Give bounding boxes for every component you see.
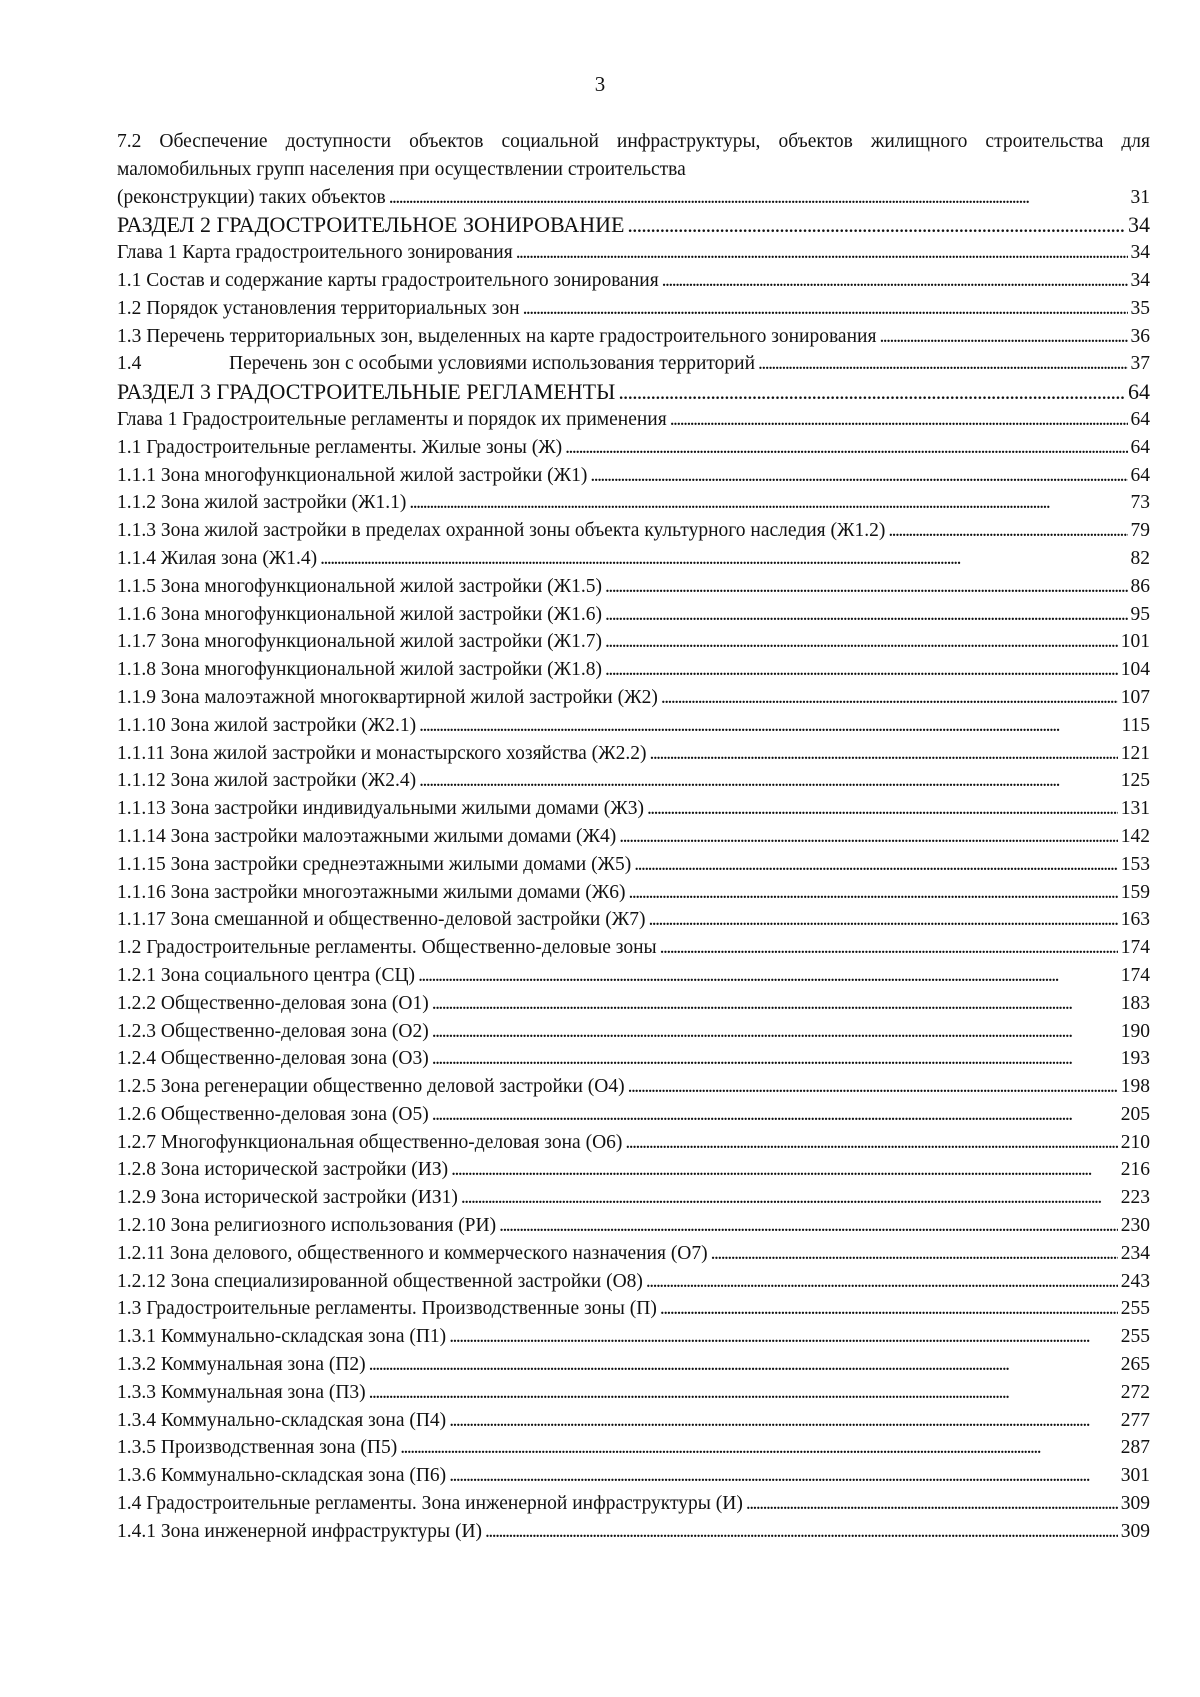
toc-page-number: 107: [1120, 686, 1150, 708]
toc-page-number: 64: [1128, 379, 1150, 405]
toc-entry: [117, 1129, 1150, 1157]
toc-entry: [117, 434, 1150, 462]
toc-entry-text: Перечень зон с особыми условиями использования территорий: [229, 353, 756, 375]
toc-entry-label: [117, 350, 755, 378]
toc-entry-label: 1.1.5 Зона многофункциональной жилой застройки (Ж1.5): [117, 575, 602, 597]
dot-leader: [711, 1240, 1118, 1268]
dot-leader: [662, 267, 1128, 295]
toc-entry-label: 1.1.8 Зона многофункциональной жилой застройки (Ж1.8): [117, 659, 602, 681]
toc-entry-label: Глава 1 Градостроительные регламенты и порядок их применения: [117, 408, 667, 430]
toc-entry: [117, 990, 1150, 1018]
toc-entry-label: 1.2.1 Зона социального центра (СЦ): [117, 964, 416, 986]
toc-entry-label: 1.1.15 Зона застройки среднеэтажными жилыми домами (Ж5): [117, 853, 632, 875]
toc-entry: [117, 545, 1150, 573]
dot-leader: [629, 879, 1118, 907]
dot-leader: [647, 795, 1118, 823]
dot-leader: [625, 1129, 1117, 1157]
dot-leader: [660, 1295, 1118, 1323]
dot-leader: [419, 767, 1118, 795]
toc-entry-label: 1.3 Градостроительные регламенты. Производственные зоны (П): [117, 1298, 657, 1320]
toc-entry: [117, 628, 1150, 656]
toc-page-number: 101: [1120, 631, 1150, 653]
dot-leader: [628, 1073, 1118, 1101]
dot-leader: [661, 684, 1118, 712]
dot-leader: [451, 1156, 1118, 1184]
toc-page-number: 125: [1120, 770, 1150, 792]
toc-entry-label: 1.2.3 Общественно-деловая зона (О2): [117, 1020, 429, 1042]
toc-page-number: 193: [1120, 1048, 1150, 1070]
toc-entry: [117, 1212, 1150, 1240]
toc-entry: [117, 1101, 1150, 1129]
dot-leader: [619, 823, 1118, 851]
toc-page-number: 234: [1120, 1242, 1150, 1264]
toc-entry-label: 1.2.11 Зона делового, общественного и коммерческого назначения (О7): [117, 1242, 708, 1264]
dot-leader: [449, 1323, 1118, 1351]
dot-leader: [369, 1379, 1118, 1407]
toc-entry-label: 1.1.16 Зона застройки многоэтажными жилыми домами (Ж6): [117, 881, 626, 903]
toc-entry-label: 1.3.4 Коммунально-складская зона (П4): [117, 1409, 447, 1431]
toc-entry: [117, 239, 1150, 267]
toc-entry: [117, 1379, 1150, 1407]
dot-leader: [758, 350, 1127, 378]
dot-leader: [627, 211, 1125, 239]
toc-entry-label: 1.1.12 Зона жилой застройки (Ж2.4): [117, 770, 417, 792]
toc-entry: [117, 489, 1150, 517]
page-number: 3: [594, 72, 606, 96]
toc-entry-label: 1.1.1 Зона многофункциональной жилой застройки (Ж1): [117, 464, 588, 486]
toc-page-number: 104: [1120, 659, 1150, 681]
dot-leader: [516, 239, 1128, 267]
toc-entry-label: 1.1.17 Зона смешанной и общественно-деловой застройки (Ж7): [117, 909, 646, 931]
toc-entry-label: 1.1.10 Зона жилой застройки (Ж2.1): [117, 714, 417, 736]
toc-page-number: 73: [1130, 492, 1150, 514]
toc-entry: [117, 1156, 1150, 1184]
dot-leader: [320, 545, 1127, 573]
dot-leader: [389, 184, 1128, 212]
dot-leader: [605, 656, 1118, 684]
toc-entry: [117, 295, 1150, 323]
toc-entry: [117, 462, 1150, 490]
toc-entry-label: 1.2.5 Зона регенерации общественно деловой застройки (О4): [117, 1076, 625, 1098]
dot-leader: [432, 990, 1118, 1018]
toc-page-number: 272: [1120, 1381, 1150, 1403]
toc-entry-label: 1.1 Градостроительные регламенты. Жилые зоны (Ж): [117, 436, 563, 458]
dot-leader: [660, 934, 1118, 962]
toc-page-number: 255: [1120, 1298, 1150, 1320]
toc-section-heading: [117, 378, 1150, 406]
toc-entry-label: 1.2.10 Зона религиозного использования (РИ): [117, 1215, 497, 1237]
toc-page-number: 174: [1120, 964, 1150, 986]
toc-page-number: 216: [1120, 1159, 1150, 1181]
dot-leader: [432, 1045, 1118, 1073]
toc-entry-label: 1.1.2 Зона жилой застройки (Ж1.1): [117, 492, 407, 514]
toc-entry-label: Глава 1 Карта градостроительного зонирования: [117, 242, 513, 264]
toc-entry: [117, 656, 1150, 684]
toc-entry: [117, 1434, 1150, 1462]
toc-entry-label: РАЗДЕЛ 3 ГРАДОСТРОИТЕЛЬНЫЕ РЕГЛАМЕНТЫ: [117, 379, 616, 405]
toc-entry-label: 1.3.1 Коммунально-складская зона (П1): [117, 1326, 447, 1348]
dot-leader: [449, 1462, 1118, 1490]
toc-entry: [117, 962, 1150, 990]
toc-page-number: 198: [1120, 1076, 1150, 1098]
toc-page-number: 287: [1120, 1437, 1150, 1459]
toc-entry-label: 1.2.6 Общественно-деловая зона (О5): [117, 1103, 429, 1125]
dot-leader: [369, 1351, 1118, 1379]
toc-page-number: 31: [1130, 186, 1150, 208]
toc-entry-label: 1.2.8 Зона исторической застройки (ИЗ): [117, 1159, 449, 1181]
toc-page-number: 131: [1120, 798, 1150, 820]
toc-entry-7-2: [117, 128, 1150, 211]
dot-leader: [419, 712, 1118, 740]
toc-page-number: 34: [1128, 212, 1150, 238]
dot-leader: [670, 406, 1128, 434]
toc-page-number: 174: [1120, 937, 1150, 959]
dot-leader: [432, 1018, 1118, 1046]
toc-page-number: 163: [1120, 909, 1150, 931]
toc-entry: [117, 1184, 1150, 1212]
toc-entry: [117, 879, 1150, 907]
toc-page-number: 36: [1130, 325, 1150, 347]
toc-entry-label: 1.1.6 Зона многофункциональной жилой застройки (Ж1.6): [117, 603, 602, 625]
toc-page-number: 255: [1120, 1326, 1150, 1348]
toc-entry-label: 1.2.4 Общественно-деловая зона (О3): [117, 1048, 429, 1070]
toc-entry: [117, 1490, 1150, 1518]
toc-page-number: 115: [1121, 714, 1150, 736]
toc-page-number: 183: [1120, 992, 1150, 1014]
toc-entry: [117, 795, 1150, 823]
toc-entry: [117, 851, 1150, 879]
toc-page-number: 223: [1120, 1187, 1150, 1209]
toc-page-number: 210: [1120, 1131, 1150, 1153]
toc-page-number: 37: [1130, 353, 1150, 375]
toc-page-number: 309: [1120, 1493, 1150, 1515]
dot-leader: [400, 1434, 1118, 1462]
dot-leader: [646, 1268, 1118, 1296]
dot-leader: [634, 851, 1117, 879]
toc-entry-label: 1.1.7 Зона многофункциональной жилой застройки (Ж1.7): [117, 631, 602, 653]
toc-entry: [117, 1018, 1150, 1046]
toc-entry-label: 1.3.3 Коммунальная зона (П3): [117, 1381, 366, 1403]
dot-leader: [590, 462, 1127, 490]
table-of-contents: [117, 128, 1150, 1546]
toc-entry: [117, 934, 1150, 962]
toc-page-number: 309: [1120, 1520, 1150, 1542]
dot-leader: [485, 1518, 1118, 1546]
toc-entry: [117, 1518, 1150, 1546]
toc-entry: [117, 823, 1150, 851]
dot-leader: [432, 1101, 1118, 1129]
dot-leader: [418, 962, 1118, 990]
toc-entry-label: 1.3.6 Коммунально-складская зона (П6): [117, 1465, 447, 1487]
toc-entry-label: 1.4.1 Зона инженерной инфраструктуры (И): [117, 1520, 483, 1542]
toc-entry-label: РАЗДЕЛ 2 ГРАДОСТРОИТЕЛЬНОЕ ЗОНИРОВАНИЕ: [117, 212, 625, 238]
toc-section-heading: [117, 211, 1150, 239]
toc-entry: [117, 323, 1150, 351]
toc-page-number: 142: [1120, 825, 1150, 847]
toc-entry-label: 1.2.2 Общественно-деловая зона (О1): [117, 992, 429, 1014]
toc-page-number: 95: [1130, 603, 1150, 625]
toc-entry: [117, 1462, 1150, 1490]
toc-entry: [117, 1407, 1150, 1435]
toc-entry-label: 1.1.3 Зона жилой застройки в пределах охранной зоны объекта культурного наследия (Ж1.2): [117, 520, 886, 542]
toc-page-number: 86: [1130, 575, 1150, 597]
dot-leader: [499, 1212, 1118, 1240]
dot-leader: [523, 295, 1128, 323]
dot-leader: [461, 1184, 1118, 1212]
dot-leader: [605, 601, 1128, 629]
toc-page-number: 190: [1120, 1020, 1150, 1042]
toc-page-number: 243: [1120, 1270, 1150, 1292]
toc-entry-label: 1.1.13 Зона застройки индивидуальными жилыми домами (Ж3): [117, 798, 644, 820]
toc-page-number: 121: [1120, 742, 1150, 764]
dot-leader: [605, 573, 1128, 601]
toc-entry: [117, 1073, 1150, 1101]
toc-entry-last-line: [117, 184, 1150, 212]
toc-entry: [117, 1351, 1150, 1379]
toc-entries: [117, 211, 1150, 1545]
toc-entry-label: 1.3.2 Коммунальная зона (П2): [117, 1354, 366, 1376]
toc-entry-label-end: (реконструкции) таких объектов: [117, 186, 386, 208]
toc-entry-label: 1.2.7 Многофункциональная общественно-деловая зона (О6): [117, 1131, 623, 1153]
toc-page-number: 34: [1130, 242, 1150, 264]
toc-entry-label: 1.4 Градостроительные регламенты. Зона инженерной инфраструктуры (И): [117, 1493, 743, 1515]
dot-leader: [746, 1490, 1118, 1518]
dot-leader: [879, 323, 1127, 351]
toc-entry: [117, 1323, 1150, 1351]
toc-page-number: 64: [1130, 436, 1150, 458]
toc-entry: [117, 573, 1150, 601]
toc-page-number: 35: [1130, 297, 1150, 319]
toc-entry-label: 1.1.14 Зона застройки малоэтажными жилыми домами (Ж4): [117, 825, 617, 847]
toc-page-number: 205: [1120, 1103, 1150, 1125]
toc-entry: [117, 1045, 1150, 1073]
toc-entry-number: 1.4: [117, 353, 142, 375]
toc-page-number: 64: [1130, 464, 1150, 486]
toc-entry-label: 1.2 Градостроительные регламенты. Общественно-деловые зоны: [117, 937, 657, 959]
dot-leader: [449, 1407, 1118, 1435]
toc-entry-label: 1.1.11 Зона жилой застройки и монастырского хозяйства (Ж2.2): [117, 742, 647, 764]
dot-leader: [648, 906, 1117, 934]
toc-entry: [117, 767, 1150, 795]
toc-page-number: 64: [1130, 408, 1150, 430]
dot-leader: [409, 489, 1127, 517]
toc-page-number: 79: [1130, 520, 1150, 542]
toc-entry-label: 1.2.12 Зона специализированной общественной застройки (О8): [117, 1270, 643, 1292]
toc-page-number: 34: [1130, 269, 1150, 291]
dot-leader: [565, 434, 1127, 462]
toc-entry: [117, 712, 1150, 740]
toc-page-number: 153: [1120, 853, 1150, 875]
toc-entry-label: 1.2 Порядок установления территориальных зон: [117, 297, 520, 319]
toc-entry-label: 1.3.5 Производственная зона (П5): [117, 1437, 398, 1459]
toc-entry: [117, 906, 1150, 934]
toc-entry-label: 1.1.9 Зона малоэтажной многоквартирной жилой застройки (Ж2): [117, 686, 658, 708]
toc-page-number: 230: [1120, 1215, 1150, 1237]
toc-entry-label: 1.3 Перечень территориальных зон, выделенных на карте градостроительного зонирования: [117, 325, 877, 347]
toc-entry: [117, 1268, 1150, 1296]
toc-page-number: 159: [1120, 881, 1150, 903]
toc-entry: [117, 517, 1150, 545]
toc-page-number: 82: [1130, 547, 1150, 569]
toc-entry: [117, 406, 1150, 434]
toc-entry: [117, 267, 1150, 295]
toc-page-number: 265: [1120, 1354, 1150, 1376]
dot-leader: [618, 378, 1125, 406]
toc-entry: [117, 684, 1150, 712]
toc-entry: [117, 601, 1150, 629]
toc-entry: [117, 1240, 1150, 1268]
dot-leader: [605, 628, 1118, 656]
toc-entry-label: 7.2 Обеспечение доступности объектов социальной инфраструктуры, объектов жилищного строительства для маломобильных групп населения при осуществлении строительства: [117, 131, 1150, 180]
toc-entry-label: 1.2.9 Зона исторической застройки (ИЗ1): [117, 1187, 458, 1209]
toc-page-number: 277: [1120, 1409, 1150, 1431]
toc-entry: [117, 1295, 1150, 1323]
toc-entry: [117, 350, 1150, 378]
dot-leader: [888, 517, 1127, 545]
toc-entry: [117, 740, 1150, 768]
toc-page-number: 301: [1120, 1465, 1150, 1487]
dot-leader: [649, 740, 1117, 768]
toc-entry-label: 1.1.4 Жилая зона (Ж1.4): [117, 547, 318, 569]
toc-entry-label: 1.1 Состав и содержание карты градостроительного зонирования: [117, 269, 659, 291]
